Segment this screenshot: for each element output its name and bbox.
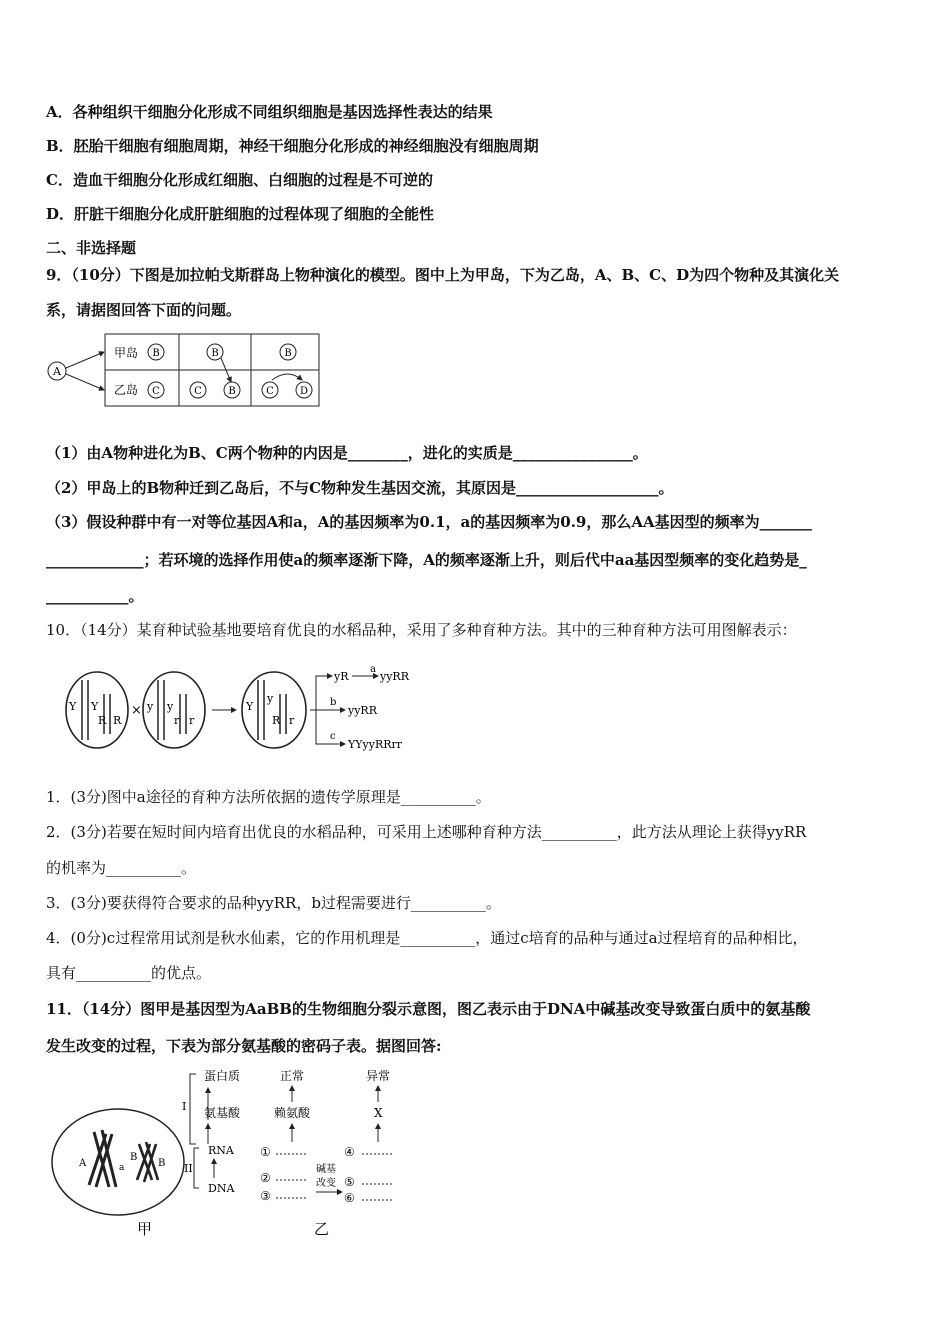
- svg-text:赖氨酸: 赖氨酸: [274, 1106, 311, 1120]
- svg-text:Y: Y: [91, 700, 99, 713]
- svg-text:A: A: [79, 1158, 87, 1169]
- option-d: D．肝脏干细胞分化成肝脏细胞的过程体现了细胞的全能性: [46, 205, 435, 223]
- svg-text:r: r: [189, 714, 195, 727]
- svg-text:碱基: 碱基: [316, 1164, 336, 1175]
- svg-text:异常: 异常: [366, 1069, 391, 1083]
- product-1: yR: [334, 670, 349, 683]
- svg-text:R: R: [98, 714, 107, 727]
- q10-sub4-line2: 具有__________的优点。: [46, 964, 212, 982]
- svg-text:正常: 正常: [280, 1069, 305, 1083]
- q10-sub2-line1: 2．(3分)若要在短时间内培育出优良的水稻品种，可采用上述哪种育种方法__________，此方法从理论上获得yyRR: [46, 823, 807, 841]
- svg-text:r: r: [289, 714, 295, 727]
- svg-text:RNA: RNA: [208, 1144, 234, 1157]
- q9-stem-line2: 系，请据图回答下面的问题。: [46, 301, 242, 319]
- svg-text:Y: Y: [246, 700, 254, 713]
- q10-breeding-figure: [60, 660, 440, 760]
- svg-text:B: B: [158, 1158, 166, 1169]
- svg-text:DNA: DNA: [208, 1182, 235, 1195]
- svg-text:R: R: [272, 714, 281, 727]
- product-4: YYyyRRrr: [348, 738, 403, 751]
- path-c-label: c: [330, 731, 336, 742]
- island-bottom-label: 乙岛: [114, 383, 139, 397]
- svg-text:④: ④: [344, 1145, 355, 1159]
- svg-text:r: r: [174, 714, 180, 727]
- svg-text:C: C: [152, 386, 160, 397]
- svg-text:B: B: [228, 386, 236, 397]
- svg-text:C: C: [266, 386, 274, 397]
- product-2: yyRR: [380, 670, 409, 683]
- q9-sub3-line2: _____________；若环境的选择作用使a的频率逐渐下降，A的频率逐渐上升，则后代中aa基因型频率的变化趋势是_: [46, 551, 807, 569]
- q9-island-figure: [44, 330, 326, 412]
- q10-sub1: 1．(3分)图中a途径的育种方法所依据的遗传学原理是__________。: [46, 788, 491, 806]
- q9-sub3-line3: ___________。: [46, 587, 144, 605]
- step-ii: II: [184, 1162, 193, 1175]
- svg-text:a: a: [119, 1163, 125, 1173]
- svg-text:X: X: [374, 1106, 383, 1120]
- q9-sub1: （1）由A物种进化为B、C两个物种的内因是________，进化的实质是________________。: [46, 444, 648, 462]
- svg-text:②: ②: [260, 1171, 271, 1185]
- q10-sub3: 3．(3分)要获得符合要求的品种yyRR，b过程需要进行__________。: [46, 894, 501, 912]
- svg-text:B: B: [211, 348, 219, 359]
- svg-text:B: B: [130, 1152, 138, 1163]
- figure-yi-caption: 乙: [314, 1220, 330, 1238]
- svg-text:蛋白质: 蛋白质: [204, 1069, 241, 1083]
- cross-symbol: ×: [131, 703, 142, 718]
- path-a-label: a: [370, 664, 376, 675]
- svg-text:改变: 改变: [316, 1178, 336, 1189]
- svg-text:y: y: [267, 692, 274, 705]
- q10-stem: 10．（14分）某育种试验基地要培育优良的水稻品种，采用了多种育种方法。其中的三种育种方法可用图解表示：: [46, 621, 797, 639]
- svg-text:B: B: [152, 348, 160, 359]
- svg-text:氨基酸: 氨基酸: [204, 1106, 241, 1120]
- q10-sub4-line1: 4．(0分)c过程常用试剂是秋水仙素，它的作用机理是__________，通过c培育的品种与通过a过程培育的品种相比，: [46, 929, 808, 947]
- q9-sub3-line1: （3）假设种群中有一对等位基因A和a，A的基因频率为0.1，a的基因频率为0.9，那么AA基因型的频率为_______: [46, 513, 813, 531]
- svg-text:⑤: ⑤: [344, 1175, 355, 1189]
- q11-stem-line1: 11．（14分）图甲是基因型为AaBB的生物细胞分裂示意图，图乙表示由于DNA中碱基改变导致蛋白质中的氨基酸: [46, 1000, 811, 1018]
- svg-text:R: R: [113, 714, 122, 727]
- q10-sub2-line2: 的机率为__________。: [46, 859, 197, 877]
- island-top-label: 甲岛: [114, 346, 139, 360]
- q11-stem-line2: 发生改变的过程，下表为部分氨基酸的密码子表。据图回答:: [46, 1037, 442, 1055]
- svg-text:B: B: [284, 348, 292, 359]
- svg-text:D: D: [299, 386, 309, 397]
- option-b: B．胚胎干细胞有细胞周期，神经干细胞分化形成的神经细胞没有细胞周期: [46, 137, 539, 155]
- svg-text:⑥: ⑥: [344, 1191, 355, 1205]
- section-title: 二、非选择题: [46, 239, 137, 257]
- svg-text:Y: Y: [69, 700, 77, 713]
- species-a-label: A: [53, 365, 61, 378]
- q11-figures: [44, 1062, 424, 1242]
- svg-text:y: y: [147, 700, 154, 713]
- q9-stem-line1: 9．（10分）下图是加拉帕戈斯群岛上物种演化的模型。图中上为甲岛，下为乙岛，A、B、C、D为四个物种及其演化关: [46, 266, 840, 284]
- option-c: C．造血干细胞分化形成红细胞、白细胞的过程是不可逆的: [46, 171, 433, 189]
- step-i: I: [182, 1100, 187, 1113]
- svg-text:C: C: [194, 386, 202, 397]
- path-b-label: b: [330, 697, 337, 708]
- product-3: yyRR: [348, 704, 377, 717]
- svg-text:y: y: [167, 700, 174, 713]
- q9-sub2: （2）甲岛上的B物种迁到乙岛后，不与C物种发生基因交流，其原因是___________________。: [46, 479, 674, 497]
- svg-text:③: ③: [260, 1189, 271, 1203]
- option-a: A．各种组织干细胞分化形成不同组织细胞是基因选择性表达的结果: [46, 103, 493, 121]
- figure-jia-caption: 甲: [137, 1220, 153, 1238]
- svg-text:①: ①: [260, 1145, 271, 1159]
